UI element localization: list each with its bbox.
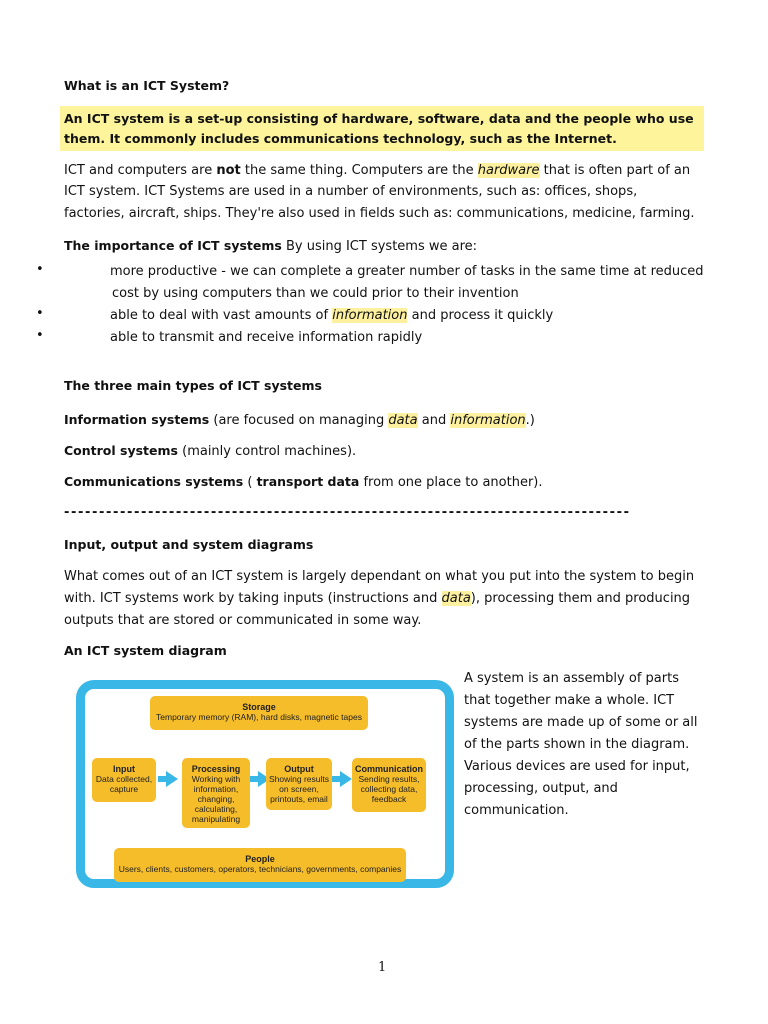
text-segment: that is often part of an [539,163,691,178]
processing-text: Working with information, changing, calculating, manipulating [191,774,241,824]
bullet-2 [110,305,553,327]
people-text: Users, clients, customers, operators, technicians, governments, companies [118,864,402,874]
text-segment: transport data [256,474,360,489]
type-control-systems [64,440,356,463]
text-segment: with. ICT systems work by taking inputs (instructions and [64,591,442,606]
input-box [92,758,156,802]
text-segment: from one place to another). [359,475,543,490]
dashed-divider: --------------------------------------------------------------------------------- [64,505,631,520]
storage-box [150,696,368,730]
output-text: Showing results on screen, printouts, email [268,774,329,804]
bullet-dot: • [36,262,44,277]
intro-line-2: them. It commonly includes communications technology, such as the Internet. [64,131,617,146]
page-number: 1 [378,960,387,975]
text-segment: By using ICT systems we are: [281,239,478,254]
intro-highlight-box [60,106,704,151]
bullet-3: able to transmit and receive information rapidly [110,330,423,345]
bold-not: not [216,163,241,178]
highlight-information: information [332,308,408,323]
side-text-line: A system is an assembly of parts [464,671,679,686]
io-heading: Input, output and system diagrams [64,537,314,552]
bullet-1-line1: more productive - we can complete a greater number of tasks in the same time at reduced [110,264,704,279]
text-segment: ( [243,475,257,490]
text-segment: and process it quickly [407,308,554,323]
people-title: People [245,854,275,864]
text-segment: ), processing them and producing [470,591,691,606]
diagram-heading: An ICT system diagram [64,643,227,658]
ict-system-diagram [70,676,448,894]
text-segment: .) [525,413,535,428]
type-information-systems [64,409,535,432]
text-segment: ICT and computers are [64,163,217,178]
highlight-data: data [388,413,418,428]
text-segment: Communications systems [64,474,244,489]
type-communications-systems [64,471,543,494]
output-box [266,758,332,810]
text-segment: and [417,413,451,428]
importance-heading: The importance of ICT systems [64,238,282,253]
side-text-line: communication. [464,803,569,818]
text-segment: Control systems [64,443,178,458]
text-segment: able to deal with vast amounts of [110,308,333,323]
text-segment: (mainly control machines). [177,444,357,459]
highlight-data: data [441,591,471,606]
people-box [114,848,406,882]
intro-line-1: An ICT system is a set-up consisting of hardware, software, data and the people who use [64,111,694,126]
bullet-dot: • [36,306,44,321]
processing-box [182,758,250,828]
text-segment: the same thing. Computers are the [240,163,478,178]
side-text-line: processing, output, and [464,781,618,796]
text-segment: Information systems [64,412,210,427]
storage-text: Temporary memory (RAM), hard disks, magnetic tapes [156,712,362,722]
arrow-right-icon [340,771,352,787]
types-heading: The three main types of ICT systems [64,378,322,393]
communication-box [352,758,426,812]
diagram-side-text [464,668,744,822]
bullet-dot: • [36,328,44,343]
side-text-line: of the parts shown in the diagram. [464,737,690,752]
para1-line3: factories, aircraft, ships. They're also used in fields such as: communications, medicine, farming. [64,206,695,221]
side-text-line: Various devices are used for input, [464,759,690,774]
io-para-line2 [64,588,690,610]
side-text-line: systems are made up of some or all [464,715,698,730]
io-para-line3: outputs that are stored or communicated in some way. [64,613,422,628]
communication-text: Sending results, collecting data, feedback [358,774,420,804]
highlight-information: information [450,413,526,428]
arrow-right-icon [166,771,178,787]
processing-title: Processing [191,764,241,774]
output-title: Output [284,764,314,774]
storage-title: Storage [242,702,276,712]
input-text: Data collected, capture [95,774,153,794]
io-para-line1: What comes out of an ICT system is largely dependant on what you put into the system to begin [64,569,695,584]
text-segment: (are focused on managing [209,413,389,428]
highlight-hardware: hardware [477,163,540,178]
para1-line1 [64,160,690,182]
heading-what-is-ict: What is an ICT System? [64,78,230,93]
para1-line2: ICT system. ICT Systems are used in a number of environments, such as: offices, shops, [64,184,638,199]
importance-line [64,235,477,258]
side-text-line: that together make a whole. ICT [464,693,675,708]
communication-title: Communication [354,764,423,774]
input-title: Input [113,764,135,774]
bullet-1-line2: cost by using computers than we could prior to their invention [112,286,519,301]
